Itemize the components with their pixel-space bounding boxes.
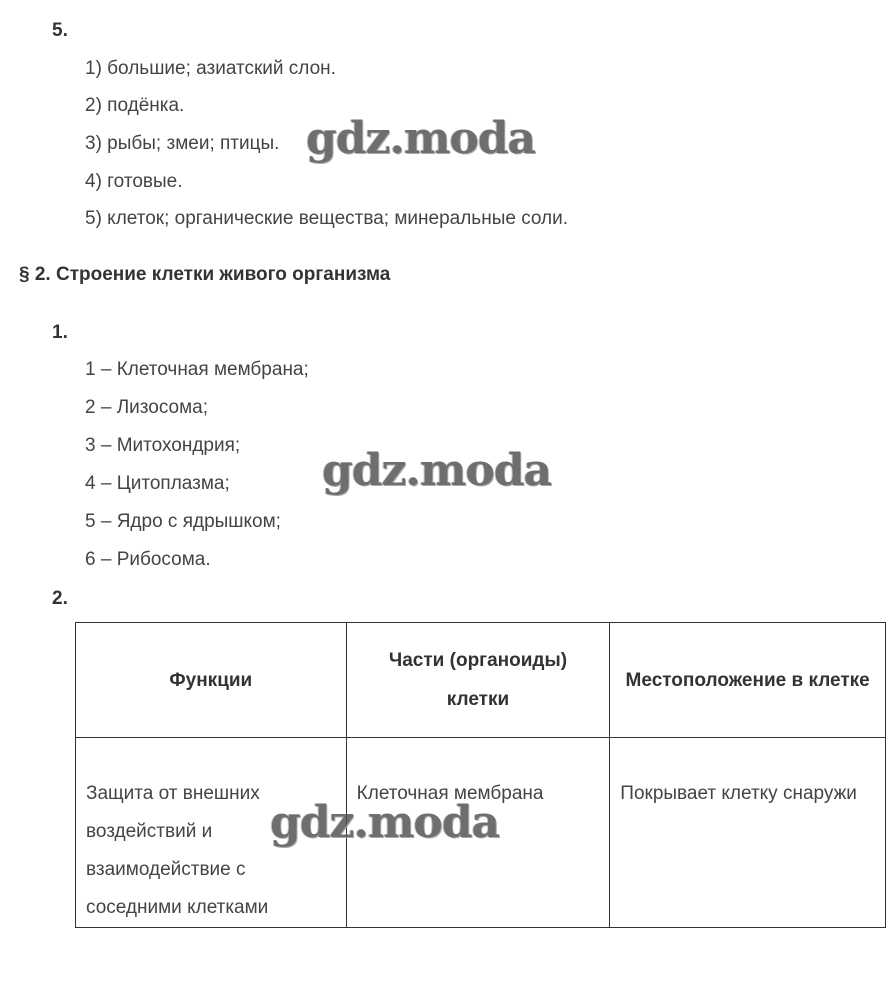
task-5-number: 5.: [52, 20, 68, 41]
task-1-number: 1.: [52, 322, 68, 343]
answer-table: [75, 622, 886, 928]
task-5-answer-1: 1) большие; азиатский слон.: [85, 58, 336, 79]
cell-organelle: Клеточная мембрана: [346, 738, 610, 928]
header-location: Местоположение в клетке: [610, 623, 886, 738]
header-organelles: Части (органоиды) клетки: [346, 623, 610, 738]
task-5-answer-3: 3) рыбы; змеи; птицы.: [85, 133, 280, 154]
table-header-row: [76, 623, 886, 738]
cell-location: Покрывает клетку снаружи: [610, 738, 886, 928]
task-1-answer-1: 1 – Клеточная мембрана;: [85, 359, 309, 380]
task-1-answer-4: 4 – Цитоплазма;: [85, 473, 230, 494]
watermark-logo: gdz.moda: [322, 445, 552, 496]
watermark-logo: gdz.moda: [270, 797, 500, 848]
header-functions: Функции: [76, 623, 347, 738]
section-heading: § 2. Строение клетки живого организма: [19, 264, 391, 285]
task-5-answer-5: 5) клеток; органические вещества; минеральные соли.: [85, 208, 569, 229]
task-5-answer-4: 4) готовые.: [85, 171, 183, 192]
watermark-logo: gdz.moda: [306, 113, 536, 164]
task-1-answer-2: 2 – Лизосома;: [85, 397, 209, 418]
cell-function: Защита от внешних воздействий и взаимодействие с соседними клетками: [76, 738, 347, 928]
task-1-answer-6: 6 – Рибосома.: [85, 549, 211, 570]
task-1-answer-3: 3 – Митохондрия;: [85, 435, 241, 456]
task-1-answer-5: 5 – Ядро с ядрышком;: [85, 511, 281, 532]
task-5-answer-2: 2) подёнка.: [85, 95, 185, 116]
task-2-number: 2.: [52, 588, 68, 609]
